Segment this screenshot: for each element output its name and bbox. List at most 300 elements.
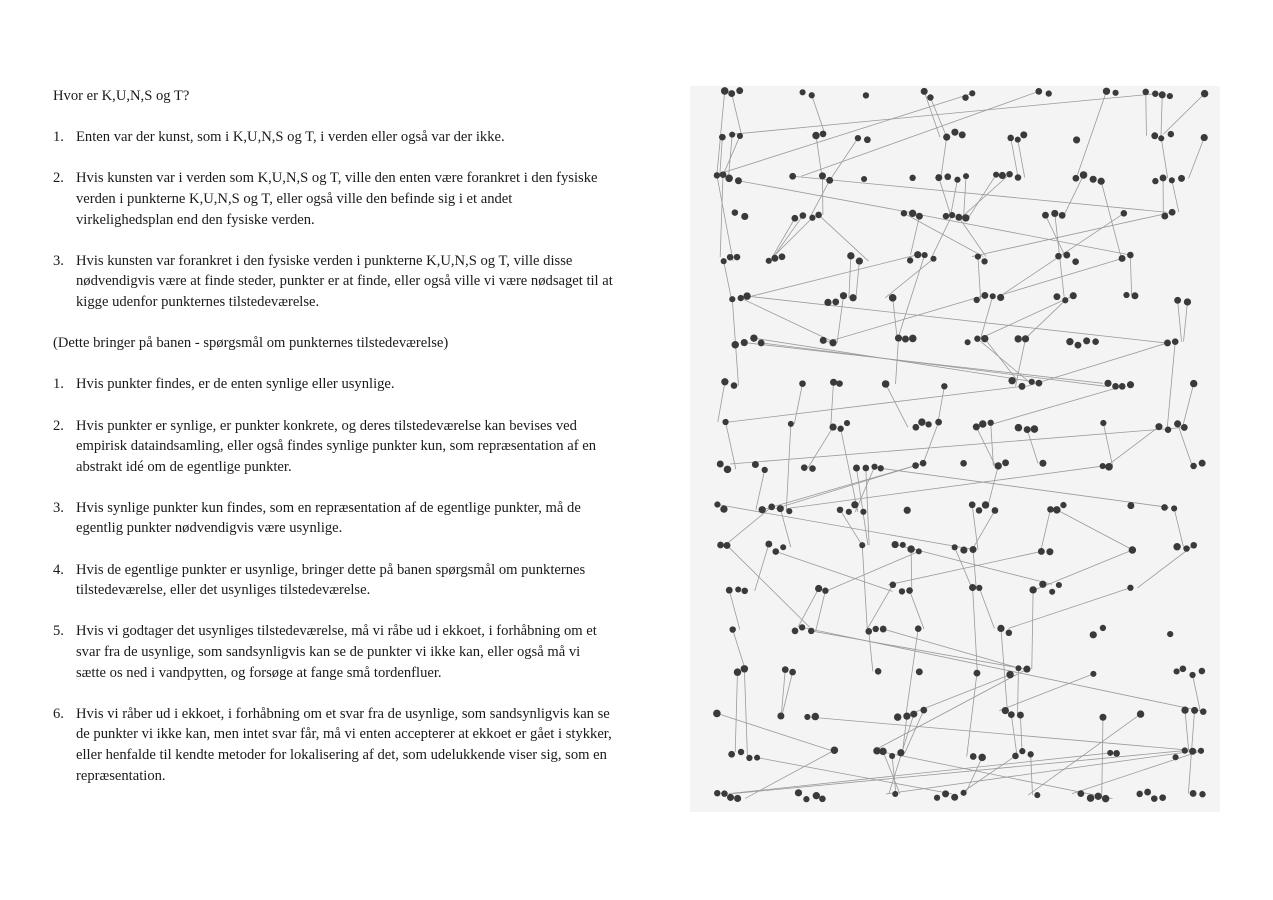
dot [912, 424, 919, 431]
dot [1152, 178, 1158, 184]
dot [1173, 543, 1180, 550]
dot [779, 253, 786, 260]
dot [729, 296, 735, 302]
dot [878, 465, 884, 471]
dot [882, 380, 890, 388]
dot [820, 131, 827, 138]
connecting-line [911, 549, 912, 590]
list-item [53, 560, 613, 601]
dot [732, 209, 739, 216]
dot [1031, 425, 1039, 433]
dot [899, 588, 905, 594]
dot [728, 90, 735, 97]
dot [1053, 506, 1061, 514]
dot [766, 258, 772, 264]
list-item [53, 127, 613, 148]
connecting-line [727, 545, 810, 627]
connecting-line [1031, 754, 1033, 795]
connecting-line [869, 631, 873, 671]
dot [803, 796, 809, 802]
dot [741, 588, 748, 595]
text-page [53, 86, 613, 807]
connecting-line [885, 259, 933, 298]
dot [1083, 337, 1090, 344]
dot [920, 460, 927, 467]
dot [1002, 707, 1009, 714]
dot [777, 712, 784, 719]
connecting-line [1011, 138, 1018, 174]
dot [1190, 463, 1196, 469]
dot [863, 92, 869, 98]
connecting-line [1163, 94, 1204, 135]
dot [1151, 795, 1158, 802]
dot [1098, 178, 1105, 185]
dot [1073, 136, 1080, 143]
connecting-line [967, 673, 977, 756]
connecting-line [1072, 751, 1201, 794]
connecting-line [729, 386, 1022, 422]
dot [900, 542, 906, 548]
dot [1127, 252, 1134, 259]
dot [780, 544, 786, 550]
dot [1055, 253, 1062, 260]
dot [1017, 712, 1024, 719]
dot [738, 295, 744, 301]
connecting-line [726, 422, 736, 469]
item-text: Hvis vi råber ud i ekkoet, i forhåbning om et svar fra de usynlige, som sandsynligvis kan se de punkter vi ikke kan, men intet svar får, må vi enten accepterer at ekkoet er gået i stykker, eller henfalde til kendte metoder for lokalisering af det, som udelukkende viser sig, som en repræsentation. [76, 705, 612, 784]
connecting-line [1193, 675, 1201, 710]
dot [979, 420, 986, 427]
dot [1155, 423, 1162, 430]
dot [955, 214, 962, 221]
dot [734, 254, 741, 261]
dot [895, 335, 902, 342]
dot [1144, 789, 1151, 796]
dot [1127, 585, 1133, 591]
connecting-line [811, 631, 1025, 669]
dot [1100, 463, 1106, 469]
connecting-line [856, 261, 859, 298]
list-item [53, 621, 613, 683]
dot [734, 668, 741, 675]
connecting-line [968, 175, 996, 218]
connecting-line [972, 212, 1172, 256]
item-number: 2. [53, 417, 64, 434]
connecting-line [923, 422, 938, 463]
item-number: 1. [53, 129, 64, 146]
connecting-lines [714, 91, 1204, 799]
connecting-line [867, 585, 893, 629]
connecting-line [1057, 510, 1133, 550]
dot [864, 136, 871, 143]
dot [719, 134, 726, 141]
dot [1161, 504, 1168, 511]
dot [849, 294, 856, 301]
dot [901, 210, 907, 216]
item-number: 6. [53, 705, 64, 722]
connecting-line [728, 135, 732, 179]
dot [732, 341, 739, 348]
dot [916, 548, 922, 554]
dot [859, 542, 865, 548]
dot [1200, 708, 1207, 715]
connecting-line [1027, 430, 1038, 464]
dot [815, 585, 822, 592]
connecting-line [780, 509, 791, 548]
dot [1172, 754, 1178, 760]
dot [1182, 747, 1188, 753]
dot [1112, 383, 1119, 390]
dot [800, 212, 807, 219]
dot [1160, 175, 1167, 182]
dot [1099, 714, 1106, 721]
dot [962, 94, 968, 100]
connecting-line [807, 717, 1201, 751]
connecting-line [962, 756, 1016, 793]
connecting-line [1035, 550, 1133, 590]
dot [840, 292, 847, 299]
connecting-line [898, 255, 925, 338]
dot [837, 507, 843, 513]
dot [975, 253, 981, 259]
dot [952, 544, 958, 550]
dot [722, 419, 728, 425]
dot [1178, 175, 1185, 182]
parenthetical-note: (Dette bringer på banen - spørgsmål om punkternes tilstedeværelse) [53, 335, 449, 352]
dot [1006, 671, 1013, 678]
dot [1183, 545, 1189, 551]
connecting-line [756, 470, 765, 510]
item-text: Enten var der kunst, som i K,U,N,S og T, i verden eller også var der ikke. [76, 129, 505, 146]
connecting-line [747, 296, 1166, 343]
dot [1015, 424, 1023, 432]
dot [889, 294, 897, 302]
dot [768, 503, 775, 510]
dot [819, 796, 826, 803]
dot [925, 421, 931, 427]
dot [727, 794, 734, 801]
dot [981, 335, 988, 342]
dot [729, 132, 735, 138]
connecting-line [896, 338, 899, 384]
dot [1035, 88, 1042, 95]
dot [1022, 335, 1029, 342]
dot [1112, 90, 1118, 96]
dot [860, 509, 866, 515]
dot [727, 254, 734, 261]
dot [944, 173, 951, 180]
dot [892, 791, 898, 797]
connecting-line [1041, 509, 1051, 551]
dot [988, 420, 994, 426]
dot [959, 131, 966, 138]
dot [922, 252, 928, 258]
dot [1168, 131, 1174, 137]
connecting-line [979, 588, 994, 629]
dot [1015, 137, 1021, 143]
dot [721, 378, 728, 385]
connecting-line [886, 751, 1193, 794]
connecting-line [910, 591, 924, 629]
dot [1073, 175, 1080, 182]
connecting-line [725, 507, 772, 546]
dot [1042, 212, 1049, 219]
connecting-line [801, 91, 1038, 176]
dot [847, 252, 854, 259]
dot [855, 135, 861, 141]
dot [875, 668, 882, 675]
connecting-line [1077, 91, 1106, 175]
dot [853, 465, 860, 472]
dot [1127, 381, 1134, 388]
item-number: 2. [53, 170, 64, 187]
dot [914, 251, 921, 258]
dot [995, 462, 1002, 469]
dot [981, 258, 987, 264]
dot [804, 714, 810, 720]
dot [974, 336, 980, 342]
dot [1008, 711, 1015, 718]
dot [951, 794, 958, 801]
dot [997, 625, 1004, 632]
dot [1180, 666, 1187, 673]
dot [969, 501, 976, 508]
connecting-line [776, 552, 893, 592]
connecting-line [1182, 384, 1193, 428]
dot [871, 464, 877, 470]
connecting-line [1025, 300, 1065, 339]
dot [1119, 255, 1126, 262]
dot [1075, 342, 1082, 349]
connecting-line [772, 218, 794, 257]
connecting-line [1102, 717, 1103, 798]
dot [799, 380, 806, 387]
dot [734, 795, 741, 802]
dot [1127, 502, 1134, 509]
dot [1100, 625, 1106, 631]
dot [1158, 135, 1164, 141]
dot [1090, 671, 1096, 677]
dot [942, 790, 949, 797]
dot-drawing-illustration [690, 86, 1220, 812]
connecting-line [1146, 92, 1147, 136]
dot [721, 258, 727, 264]
connecting-line [941, 137, 947, 177]
dot [969, 584, 976, 591]
dot [789, 669, 796, 676]
dot [788, 421, 794, 427]
dot [1199, 791, 1205, 797]
dot [906, 587, 913, 594]
dot [910, 711, 917, 718]
dot [873, 626, 879, 632]
dot [903, 713, 910, 720]
dot [981, 292, 988, 299]
connecting-line [793, 176, 1167, 212]
dot [1105, 463, 1113, 471]
dot [1095, 793, 1102, 800]
list-item [53, 498, 613, 539]
item-number: 5. [53, 623, 64, 640]
dot [973, 423, 980, 430]
dot [856, 258, 863, 265]
connecting-line [1018, 140, 1025, 178]
connecting-line [931, 215, 952, 259]
dot [1129, 546, 1136, 553]
connecting-line [939, 178, 951, 217]
dot [782, 666, 789, 673]
dot [754, 755, 760, 761]
dot [832, 299, 839, 306]
dot [720, 171, 727, 178]
dot [909, 175, 915, 181]
dot [741, 665, 748, 672]
dot [1015, 665, 1021, 671]
connecting-line [733, 751, 1185, 794]
dot [815, 212, 822, 219]
dot [890, 582, 896, 588]
connecting-line [938, 386, 944, 422]
dot [1171, 505, 1177, 511]
dot [1169, 177, 1175, 183]
dot [717, 542, 724, 549]
connecting-line [886, 384, 908, 427]
dot [1191, 707, 1198, 714]
connecting-line [1138, 545, 1194, 588]
dot [930, 256, 936, 262]
connecting-line [1174, 508, 1183, 546]
item-text: Hvis de egentlige punkter er usynlige, bringer dette på banen spørgsmål om punkternes tilstedeværelse, eller det usynliges tilstedeværelse. [76, 561, 586, 599]
dot [1039, 460, 1046, 467]
dot [1019, 748, 1025, 754]
dot [765, 541, 772, 548]
dot [1131, 292, 1138, 299]
connecting-line [831, 382, 834, 427]
connecting-line [893, 298, 897, 338]
dot [1006, 171, 1013, 178]
item-text: Hvis kunsten var i verden som K,U,N,S og T, ville den enten være forankret i den fysiske verden i punkterne K,U,N,S og T, eller også ville den befinde sig i et andet virkelighedsplan end den fysiske verden. [76, 170, 598, 228]
dot [725, 175, 733, 183]
dot [1012, 753, 1019, 760]
dot [1006, 630, 1013, 637]
dot [737, 133, 743, 139]
connecting-line [720, 175, 723, 258]
dot [1161, 213, 1168, 220]
dot [997, 294, 1004, 301]
dot [758, 340, 765, 347]
dot [960, 460, 967, 467]
dot [920, 707, 927, 714]
dot [941, 383, 947, 389]
connecting-line [911, 216, 920, 254]
dot [741, 339, 748, 346]
dot [935, 174, 942, 181]
dot [1090, 631, 1097, 638]
dot [954, 177, 960, 183]
dot [1159, 91, 1166, 98]
argument-list-1 [53, 127, 613, 312]
connecting-line [973, 550, 976, 588]
item-text: Hvis punkter findes, er de enten synlige eller usynlige. [76, 376, 395, 393]
dot [1053, 293, 1060, 300]
dot [978, 754, 986, 762]
dot [1100, 420, 1106, 426]
page-title: Hvor er K,U,N,S og T? [53, 88, 190, 104]
dot-drawing-svg [690, 86, 1220, 812]
dot [904, 507, 911, 514]
dot [970, 753, 977, 760]
connecting-line [717, 505, 973, 550]
dot [1164, 339, 1171, 346]
connecting-line [786, 424, 791, 511]
connecting-line [849, 256, 851, 298]
dot [1167, 93, 1173, 99]
dot [846, 509, 852, 515]
dot [894, 713, 901, 720]
connecting-line [1103, 423, 1112, 466]
dot [916, 668, 923, 675]
dot [943, 213, 949, 219]
dot [976, 507, 983, 514]
connecting-line [1161, 138, 1167, 178]
list-item [53, 251, 613, 313]
dot [795, 789, 802, 796]
connecting-line [1064, 175, 1084, 215]
dot [1165, 427, 1171, 433]
dot [714, 172, 720, 178]
dot [721, 790, 727, 796]
dot [1119, 383, 1126, 390]
connecting-line [881, 468, 1169, 507]
item-number: 3. [53, 499, 64, 516]
dot [943, 134, 950, 141]
dot [750, 334, 757, 341]
list-item [53, 704, 613, 786]
connecting-line [773, 218, 812, 257]
connecting-line [819, 215, 869, 261]
dot [1198, 748, 1204, 754]
connecting-line [744, 669, 747, 758]
dot [974, 297, 980, 303]
dot [789, 173, 796, 180]
dot [949, 212, 955, 218]
dot [1201, 90, 1208, 97]
connecting-line [1167, 342, 1175, 430]
dot [1059, 212, 1066, 219]
dot [1199, 460, 1206, 467]
dot [837, 426, 843, 432]
dot [1090, 176, 1097, 183]
dot [927, 94, 933, 100]
dot [809, 215, 815, 221]
connecting-line [980, 296, 1074, 339]
dot [741, 213, 748, 220]
dot [1039, 581, 1046, 588]
connecting-line [808, 427, 833, 468]
dot [1199, 668, 1206, 675]
dot [880, 626, 887, 633]
dot [1181, 424, 1188, 431]
dot [819, 172, 826, 179]
dot [726, 587, 733, 594]
dot [791, 215, 798, 222]
dot [1020, 131, 1027, 138]
connecting-line [1101, 181, 1121, 258]
connecting-line [1172, 180, 1179, 212]
dot [1151, 132, 1158, 139]
connecting-line [1183, 302, 1187, 342]
dot [907, 257, 913, 263]
